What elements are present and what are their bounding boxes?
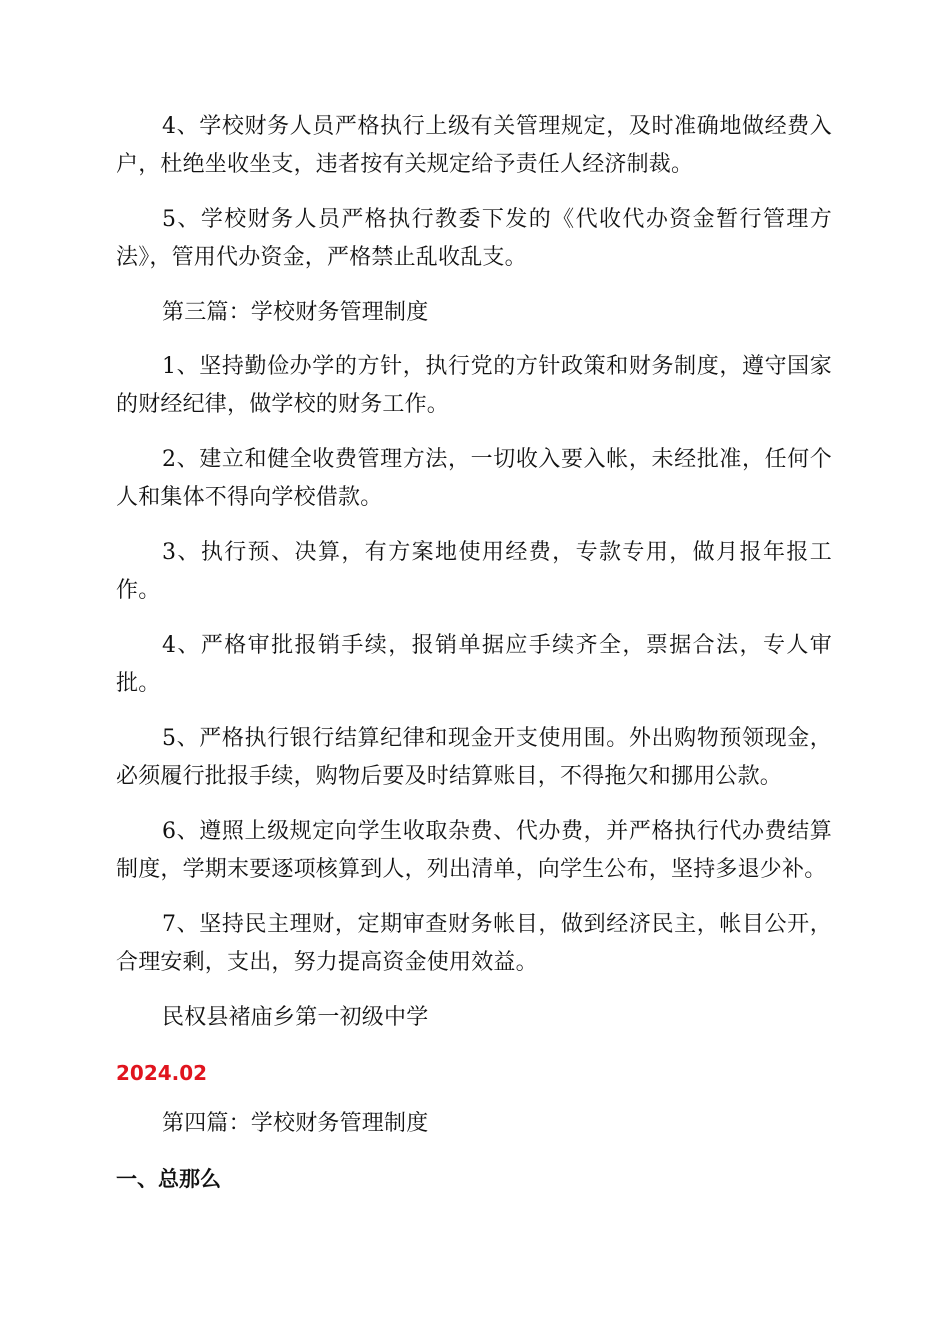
part3-title: 第三篇：学校财务管理制度 — [162, 300, 429, 325]
paragraph-rule-1: 1、坚持勤俭办学的方针，执行党的方针政策和财务制度，遵守国家的财经纪律，做学校的财务工作。 — [116, 354, 832, 417]
school-signature: 民权县褚庙乡第一初级中学 — [162, 1005, 429, 1030]
paragraph-rule-5: 5、严格执行银行结算纪律和现金开支使用围。外出购物预领现金，必须履行批报手续，购物后要及时结算账目，不得拖欠和挪用公款。 — [116, 726, 832, 789]
paragraph-rule-3: 3、执行预、决算，有方案地使用经费，专款专用，做月报年报工作。 — [116, 540, 832, 603]
paragraph-rule-6: 6、遵照上级规定向学生收取杂费、代办费，并严格执行代办费结算制度，学期末要逐项核算到人，列出清单，向学生公布，坚持多退少补。 — [116, 819, 832, 882]
document-date: 2024.02 — [116, 1061, 208, 1085]
document-body — [116, 108, 832, 1199]
section-heading-general: 一、总那么 — [116, 1167, 221, 1191]
paragraph-rule-7: 7、坚持民主理财，定期审查财务帐目，做到经济民主，帐目公开，合理安剩，支出，努力提高资金使用效益。 — [116, 912, 832, 975]
paragraph-rule-2: 2、建立和健全收费管理方法，一切收入要入帐，未经批准，任何个人和集体不得向学校借款。 — [116, 447, 832, 510]
paragraph-finance-staff-rule-5: 5、学校财务人员严格执行教委下发的《代收代办资金暂行管理方法》，管用代办资金，严格禁止乱收乱支。 — [116, 207, 832, 270]
paragraph-finance-staff-rule-4: 4、学校财务人员严格执行上级有关管理规定，及时准确地做经费入户，杜绝坐收坐支，违者按有关规定给予责任人经济制裁。 — [116, 114, 832, 177]
part4-title: 第四篇：学校财务管理制度 — [162, 1111, 429, 1136]
paragraph-rule-4: 4、严格审批报销手续，报销单据应手续齐全，票据合法，专人审批。 — [116, 633, 832, 696]
